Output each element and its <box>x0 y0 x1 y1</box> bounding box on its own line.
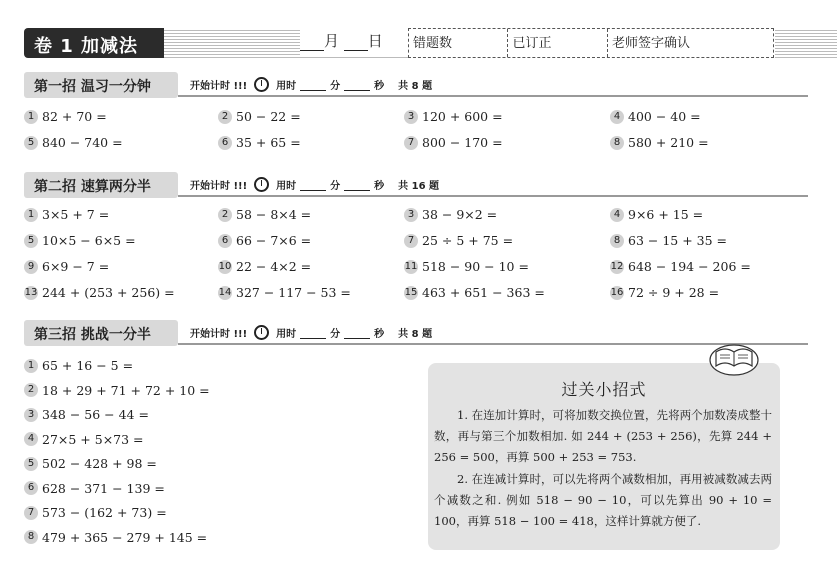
seconds-blank[interactable] <box>344 327 370 339</box>
problem-item <box>24 135 123 150</box>
problem-number: 11 <box>404 260 418 272</box>
seconds-label: 秒 <box>374 329 385 340</box>
problem-number: 14 <box>218 286 232 298</box>
seconds-label: 秒 <box>374 181 385 192</box>
seconds-label: 秒 <box>374 81 385 92</box>
problem-number: 1 <box>24 359 38 373</box>
errors-cell[interactable]: 错题数 <box>409 29 508 57</box>
problem-expression[interactable]: 348 − 56 − 44 = <box>42 407 149 422</box>
timer-used-label: 用时 <box>276 329 297 340</box>
problem-expression[interactable]: 518 − 90 − 10 = <box>422 259 529 274</box>
problem-expression[interactable]: 25 ÷ 5 + 75 = <box>422 233 514 248</box>
problem-expression[interactable]: 27×5 + 5×73 = <box>42 431 144 447</box>
problem-item <box>24 481 165 496</box>
score-box <box>408 28 774 58</box>
problem-number: 15 <box>404 286 418 298</box>
problem-item <box>610 285 719 300</box>
problem-number: 13 <box>24 286 38 298</box>
problem-item <box>218 285 351 300</box>
problem-expression[interactable]: 244 + (253 + 256) = <box>42 285 175 300</box>
problem-count: 共 16 题 <box>398 181 440 192</box>
problem-expression[interactable]: 35 + 65 = <box>236 135 301 150</box>
problem-item <box>218 207 311 222</box>
problem-item <box>404 285 545 300</box>
teacher-sign-cell[interactable]: 老师签字确认 <box>611 36 690 51</box>
header-stripe-right <box>775 28 837 58</box>
problem-expression[interactable]: 648 − 194 − 206 = <box>628 259 751 274</box>
alarm-clock-icon <box>254 77 269 92</box>
problem-number: 5 <box>24 136 38 150</box>
problem-number: 8 <box>24 530 38 544</box>
problem-number: 2 <box>218 208 232 222</box>
problem-item <box>404 207 497 222</box>
problem-expression[interactable]: 18 + 29 + 71 + 72 + 10 = <box>42 382 210 398</box>
problem-expression[interactable]: 63 − 15 + 35 = <box>628 233 728 248</box>
problem-expression[interactable]: 58 − 8×4 = <box>236 207 312 222</box>
problem-number: 9 <box>24 260 38 274</box>
tips-paragraph-1: 1. 在连加计算时，可将加数交换位置，先将两个加数凑成整十数，再与第三个加数相加. 如 244 + (253 + 256)，先算 244 + 256 = 500，再算 500 + 253 = 753. <box>434 408 772 464</box>
problem-expression[interactable]: 10×5 − 6×5 = <box>42 233 136 248</box>
problem-expression[interactable]: 120 + 600 = <box>422 109 503 124</box>
problem-number: 2 <box>24 383 38 397</box>
tips-box <box>428 363 780 550</box>
section-title: 第三招 挑战一分半 <box>34 327 151 343</box>
month-label: 月 <box>324 32 340 50</box>
day-label: 日 <box>367 32 383 50</box>
section-2-header <box>24 172 178 198</box>
problem-item <box>24 407 149 422</box>
problem-expression[interactable]: 6×9 − 7 = <box>42 259 110 274</box>
minutes-label: 分 <box>330 181 341 192</box>
open-book-icon <box>708 342 760 376</box>
problem-item <box>24 233 136 248</box>
problem-item <box>218 109 301 124</box>
section-divider <box>178 195 808 197</box>
problem-expression[interactable]: 65 + 16 − 5 = <box>42 358 134 373</box>
corrected-cell[interactable]: 已订正 <box>508 29 607 57</box>
page-title: 卷 1 加减法 <box>34 36 139 57</box>
problem-number: 1 <box>24 110 38 124</box>
problem-number: 4 <box>610 208 624 222</box>
minutes-blank[interactable] <box>300 327 326 339</box>
seconds-blank[interactable] <box>344 179 370 191</box>
tips-title: 过关小招式 <box>561 380 647 399</box>
problem-expression[interactable]: 840 − 740 = <box>42 135 123 150</box>
timer-used-label: 用时 <box>276 181 297 192</box>
problem-item <box>404 259 529 274</box>
timer-start-label: 开始计时 !!! <box>190 81 248 92</box>
problem-expression[interactable]: 327 − 117 − 53 = <box>236 285 351 300</box>
problem-expression[interactable]: 479 + 365 − 279 + 145 = <box>42 529 208 545</box>
problem-expression[interactable]: 66 − 7×6 = <box>236 233 312 248</box>
problem-number: 6 <box>218 234 232 248</box>
timer-start-label: 开始计时 !!! <box>190 329 248 340</box>
tips-paragraph-2: 2. 在连减计算时，可以先将两个减数相加，再用被减数减去两个减数之和. 例如 518 − 90 − 10，可以先算出 90 + 10 = 100，再算 518 − 100 = 418，这样计算就方便了. <box>434 472 772 528</box>
problem-number: 5 <box>24 457 38 471</box>
problem-expression[interactable]: 22 − 4×2 = <box>236 259 312 274</box>
problem-number: 12 <box>610 260 624 272</box>
problem-expression[interactable]: 628 − 371 − 139 = <box>42 480 165 496</box>
problem-number: 10 <box>218 260 232 272</box>
alarm-clock-icon <box>254 325 269 340</box>
problem-number: 6 <box>24 481 38 495</box>
problem-item <box>24 109 107 124</box>
problem-item <box>218 233 311 248</box>
problem-expression[interactable]: 400 − 40 = <box>628 109 701 124</box>
timer-row <box>190 177 439 192</box>
minutes-blank[interactable] <box>300 79 326 91</box>
problem-expression[interactable]: 82 + 70 = <box>42 109 107 124</box>
timer-start-label: 开始计时 !!! <box>190 181 248 192</box>
problem-number: 8 <box>610 136 624 150</box>
month-blank[interactable] <box>300 32 324 51</box>
problem-number: 4 <box>610 110 624 124</box>
problem-number: 3 <box>24 408 38 422</box>
problem-item <box>610 233 727 248</box>
problem-item <box>218 135 301 150</box>
minutes-label: 分 <box>330 329 341 340</box>
minutes-label: 分 <box>330 81 341 92</box>
problem-item <box>404 135 503 150</box>
problem-item <box>404 233 513 248</box>
problem-expression[interactable]: 580 + 210 = <box>628 135 709 150</box>
problem-item <box>24 207 109 222</box>
problem-number: 5 <box>24 234 38 248</box>
problem-item <box>24 432 144 447</box>
seconds-blank[interactable] <box>344 79 370 91</box>
problem-item <box>610 135 709 150</box>
problem-number: 8 <box>610 234 624 248</box>
problem-number: 16 <box>610 286 624 298</box>
problem-item <box>24 456 157 471</box>
section-divider <box>178 95 808 97</box>
problem-number: 4 <box>24 432 38 446</box>
problem-item <box>24 530 207 545</box>
problem-expression[interactable]: 9×6 + 15 = <box>628 207 704 222</box>
problem-expression[interactable]: 502 − 428 + 98 = <box>42 456 157 471</box>
problem-item <box>218 259 311 274</box>
problem-number: 1 <box>24 208 38 222</box>
problem-count: 共 8 题 <box>398 329 433 340</box>
timer-used-label: 用时 <box>276 81 297 92</box>
problem-item <box>610 207 703 222</box>
problem-item <box>24 285 175 300</box>
problem-number: 7 <box>24 506 38 520</box>
problem-expression[interactable]: 3×5 + 7 = <box>42 207 110 222</box>
alarm-clock-icon <box>254 177 269 192</box>
problem-number: 3 <box>404 110 418 124</box>
section-title: 第一招 温习一分钟 <box>34 79 151 95</box>
section-3-header <box>24 320 178 346</box>
date-field <box>300 30 408 56</box>
problem-expression[interactable]: 72 ÷ 9 + 28 = <box>628 285 720 300</box>
problem-item <box>24 259 109 274</box>
timer-row <box>190 325 432 340</box>
problem-count: 共 8 题 <box>398 81 433 92</box>
problem-number: 3 <box>404 208 418 222</box>
problem-number: 2 <box>218 110 232 124</box>
minutes-blank[interactable] <box>300 179 326 191</box>
problem-expression[interactable]: 38 − 9×2 = <box>422 207 498 222</box>
problem-number: 7 <box>404 136 418 150</box>
problem-item <box>24 358 133 373</box>
problem-number: 7 <box>404 234 418 248</box>
problem-expression[interactable]: 800 − 170 = <box>422 135 503 150</box>
problem-item <box>610 109 701 124</box>
problem-expression[interactable]: 463 + 651 − 363 = <box>422 285 545 300</box>
page-title-bar <box>24 28 164 58</box>
problem-item <box>610 259 751 274</box>
problem-item <box>24 505 167 520</box>
problem-expression[interactable]: 50 − 22 = <box>236 109 301 124</box>
problem-number: 6 <box>218 136 232 150</box>
problem-item <box>24 383 210 398</box>
problem-item <box>404 109 503 124</box>
problem-expression[interactable]: 573 − (162 + 73) = <box>42 505 167 520</box>
timer-row <box>190 77 432 92</box>
day-blank[interactable] <box>344 32 368 51</box>
section-1-header <box>24 72 178 98</box>
section-title: 第二招 速算两分半 <box>34 179 151 195</box>
